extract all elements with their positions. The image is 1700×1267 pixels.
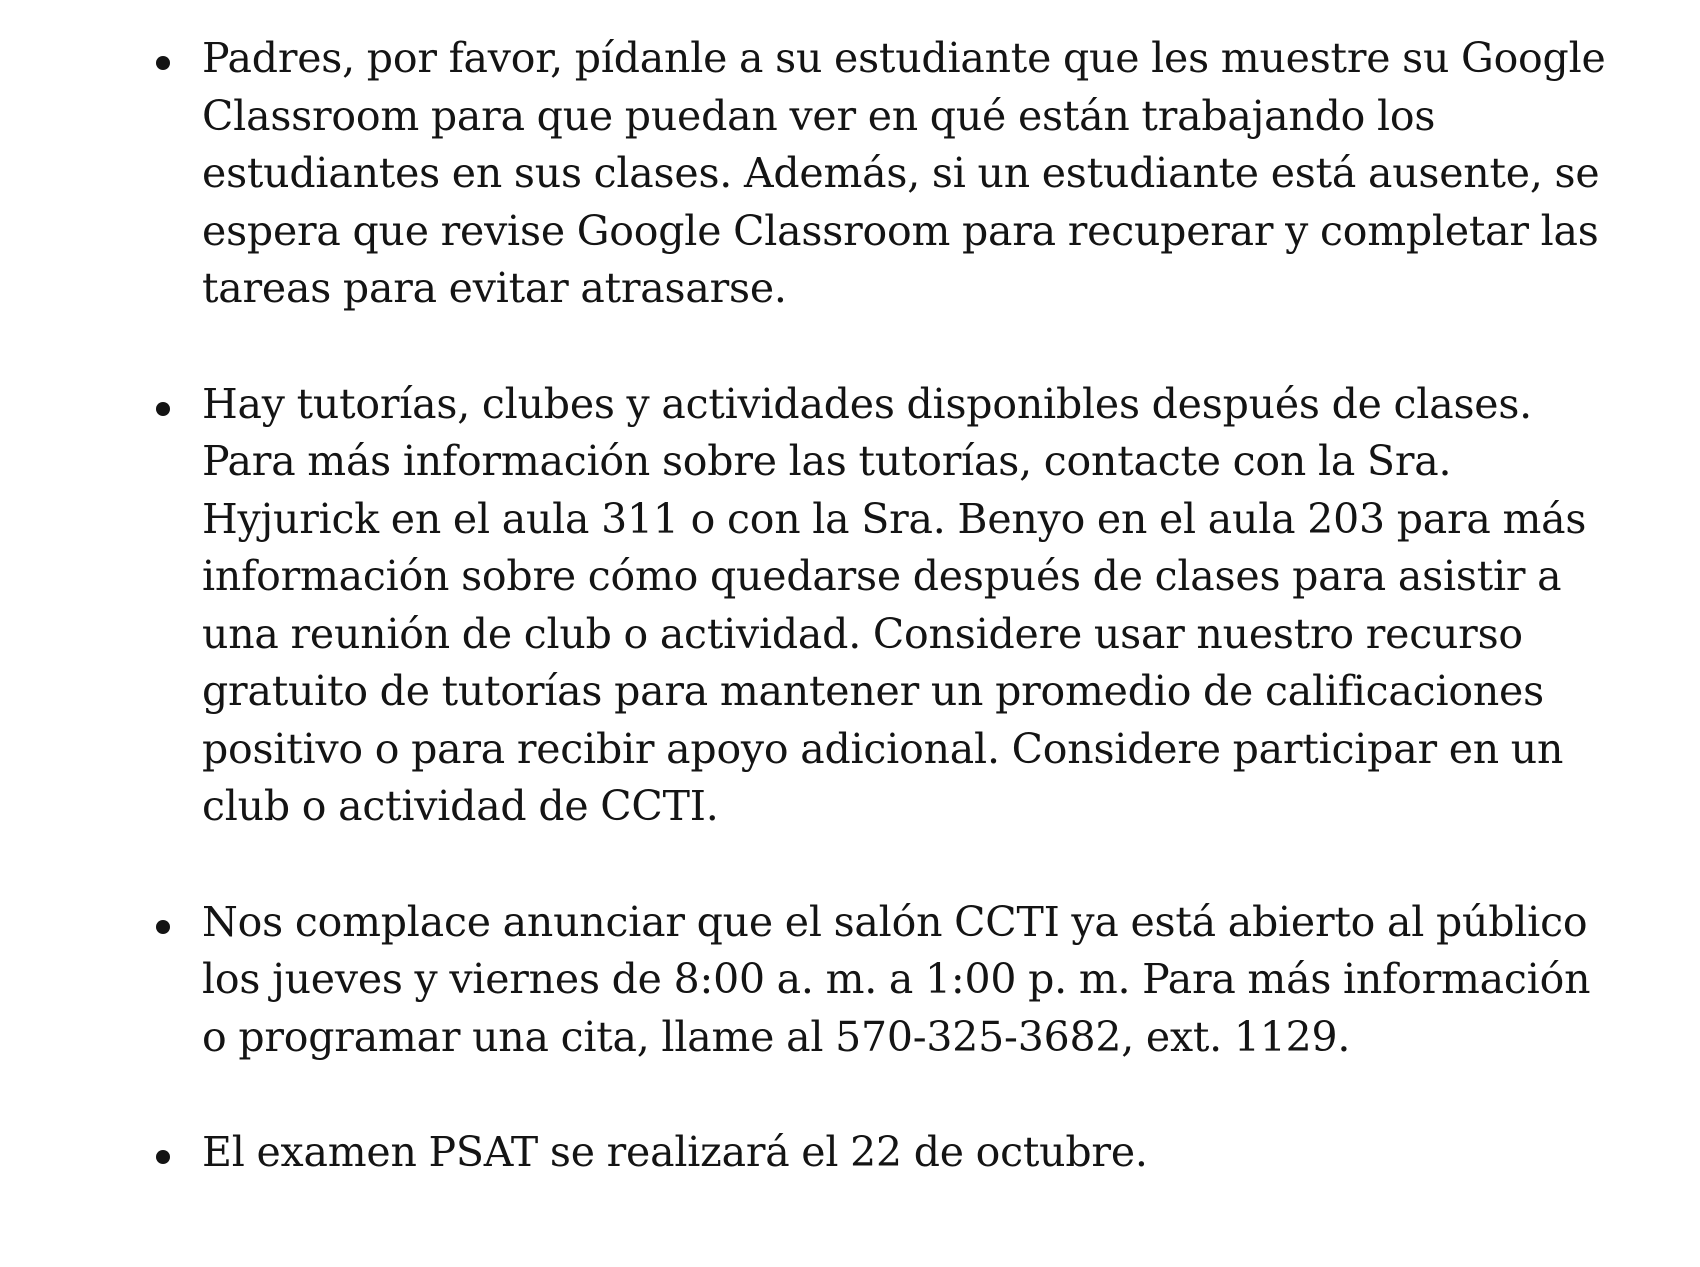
list-item-text: Padres, por favor, pídanle a su estudiante que les muestre su Google Classroom para que puedan ver en qué están trabajando los estudiantes en sus clases. Además, si un estudiante está ausente, se espera que revise Google Classroom para recuperar y completar las tareas para evitar atrasarse. [202, 34, 1606, 312]
bullet-icon [156, 402, 170, 416]
list-item-psat-exam [150, 1124, 1610, 1182]
bullet-icon [156, 920, 170, 934]
list-item-google-classroom [150, 30, 1610, 318]
list-item-text: Nos complace anunciar que el salón CCTI ya está abierto al público los jueves y viernes de 8:00 a. m. a 1:00 p. m. Para más información o programar una cita, llame al 570-325-3682, ext. 1129. [202, 897, 1591, 1061]
list-item-text: Hay tutorías, clubes y actividades disponibles después de clases. Para más información sobre las tutorías, contacte con la Sra. Hyjurick en el aula 311 o con la Sra. Benyo en el aula 203 para más información sobre cómo quedarse después de clases para asistir a una reunión de club o actividad. Considere usar nuestro recurso gratuito de tutorías para mantener un promedio de calificaciones positivo o para recibir apoyo adicional. Considere participar en un club o actividad de CCTI. [202, 379, 1587, 830]
list-item-text: El examen PSAT se realizará el 22 de octubre. [202, 1128, 1148, 1176]
bullet-icon [156, 1150, 170, 1164]
list-item-tutoring-clubs [150, 376, 1610, 836]
announcement-list [150, 30, 1610, 1240]
list-item-ccti-salon [150, 894, 1610, 1067]
bullet-icon [156, 56, 170, 70]
